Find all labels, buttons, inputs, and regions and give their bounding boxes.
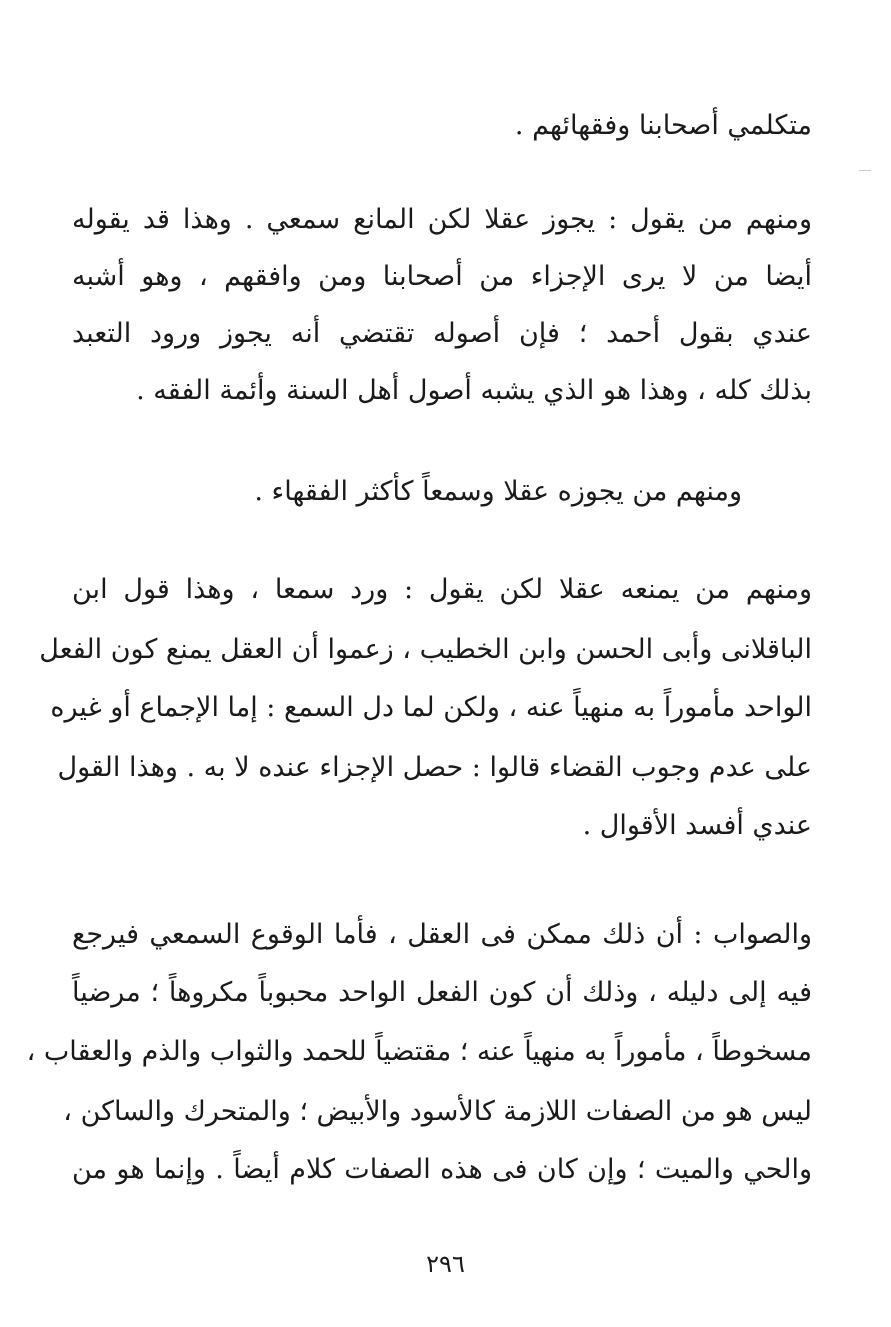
text-line: أيضا من لا يرى الإجزاء من أصحابنا ومن وافقهم ، وهو أشبه [72, 261, 812, 292]
text-line: بذلك كله ، وهذا هو الذي يشبه أصول أهل السنة وأئمة الفقه . [136, 375, 812, 406]
text-line: والحي والميت ؛ وإن كان فى هذه الصفات كلام أيضاً . وإنما هو من [72, 1154, 812, 1185]
text-line: الواحد مأموراً به منهياً عنه ، ولكن لما دل السمع : إما الإجماع أو غيره [50, 692, 812, 723]
page-number: ٢٩٦ [426, 1250, 465, 1278]
text-line: عندي أفسد الأقوال . [582, 810, 812, 841]
text-line: على عدم وجوب القضاء قالوا : حصل الإجزاء عنده لا به . وهذا القول [57, 752, 812, 783]
text-line: متكلمي أصحابنا وفقهائهم . [514, 110, 812, 141]
text-line: عندي بقول أحمد ؛ فإن أصوله تقتضي أنه يجوز ورود التعبد [72, 318, 812, 349]
text-line: والصواب : أن ذلك ممكن فى العقل ، فأما الوقوع السمعي فيرجع [72, 919, 812, 950]
page-edge-mark [859, 170, 871, 171]
text-line: ليس هو من الصفات اللازمة كالأسود والأبيض ؛ والمتحرك والساكن ، [63, 1096, 812, 1127]
text-line: ومنهم من يمنعه عقلا لكن يقول : ورد سمعا ، وهذا قول ابن [72, 574, 812, 605]
text-line: ومنهم من يقول : يجوز عقلا لكن المانع سمعي . وهذا قد يقوله [72, 204, 812, 235]
text-line: ومنهم من يجوزه عقلا وسمعاً كأكثر الفقهاء . [254, 476, 742, 507]
text-line: الباقلانى وأبى الحسن وابن الخطيب ، زعموا أن العقل يمنع كون الفعل [39, 634, 812, 665]
text-line: فيه إلى دليله ، وذلك أن كون الفعل الواحد محبوباً مكروهاً ؛ مرضياً [72, 977, 812, 1008]
text-line: مسخوطاً ، مأموراً به منهياً عنه ؛ مقتضياً للحمد والثواب والذم والعقاب ، [26, 1036, 812, 1067]
